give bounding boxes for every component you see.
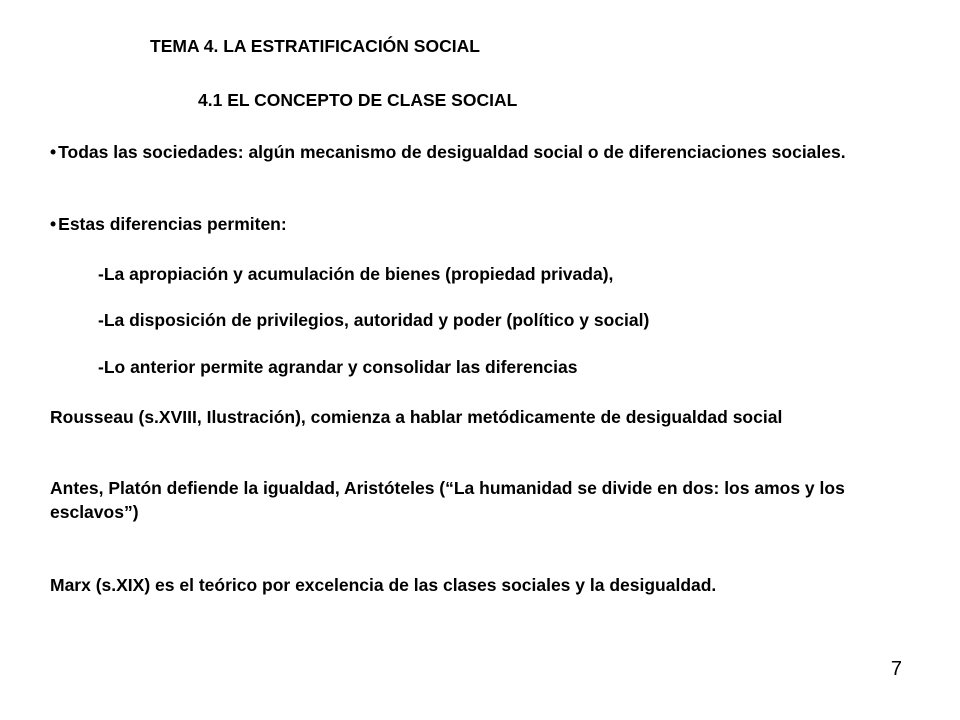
bullet-text: Todas las sociedades: algún mecanismo de desigualdad social o de diferenciaciones sociales. (58, 142, 846, 162)
slide-title: TEMA 4. LA ESTRATIFICACIÓN SOCIAL (150, 36, 480, 56)
bullet-item (50, 212, 287, 236)
slide-subtitle: 4.1 EL CONCEPTO DE CLASE SOCIAL (198, 90, 518, 110)
paragraph: Marx (s.XIX) es el teórico por excelencia de las clases sociales y la desigualdad. (50, 575, 717, 595)
sub-item: -Lo anterior permite agrandar y consolidar las diferencias (98, 357, 578, 377)
paragraph: Rousseau (s.XVIII, Ilustración), comienza a hablar metódicamente de desigualdad social (50, 407, 783, 427)
bullet-item (50, 140, 910, 164)
bullet-marker: • (50, 142, 57, 162)
bullet-marker: • (50, 214, 57, 234)
bullet-text: Estas diferencias permiten: (58, 214, 287, 234)
paragraph: Antes, Platón defiende la igualdad, Aristóteles (“La humanidad se divide en dos: los amos y los esclavos”) (50, 478, 845, 522)
sub-item: -La apropiación y acumulación de bienes (propiedad privada), (98, 264, 614, 284)
page-number: 7 (890, 658, 902, 680)
sub-item: -La disposición de privilegios, autoridad y poder (político y social) (98, 310, 650, 330)
